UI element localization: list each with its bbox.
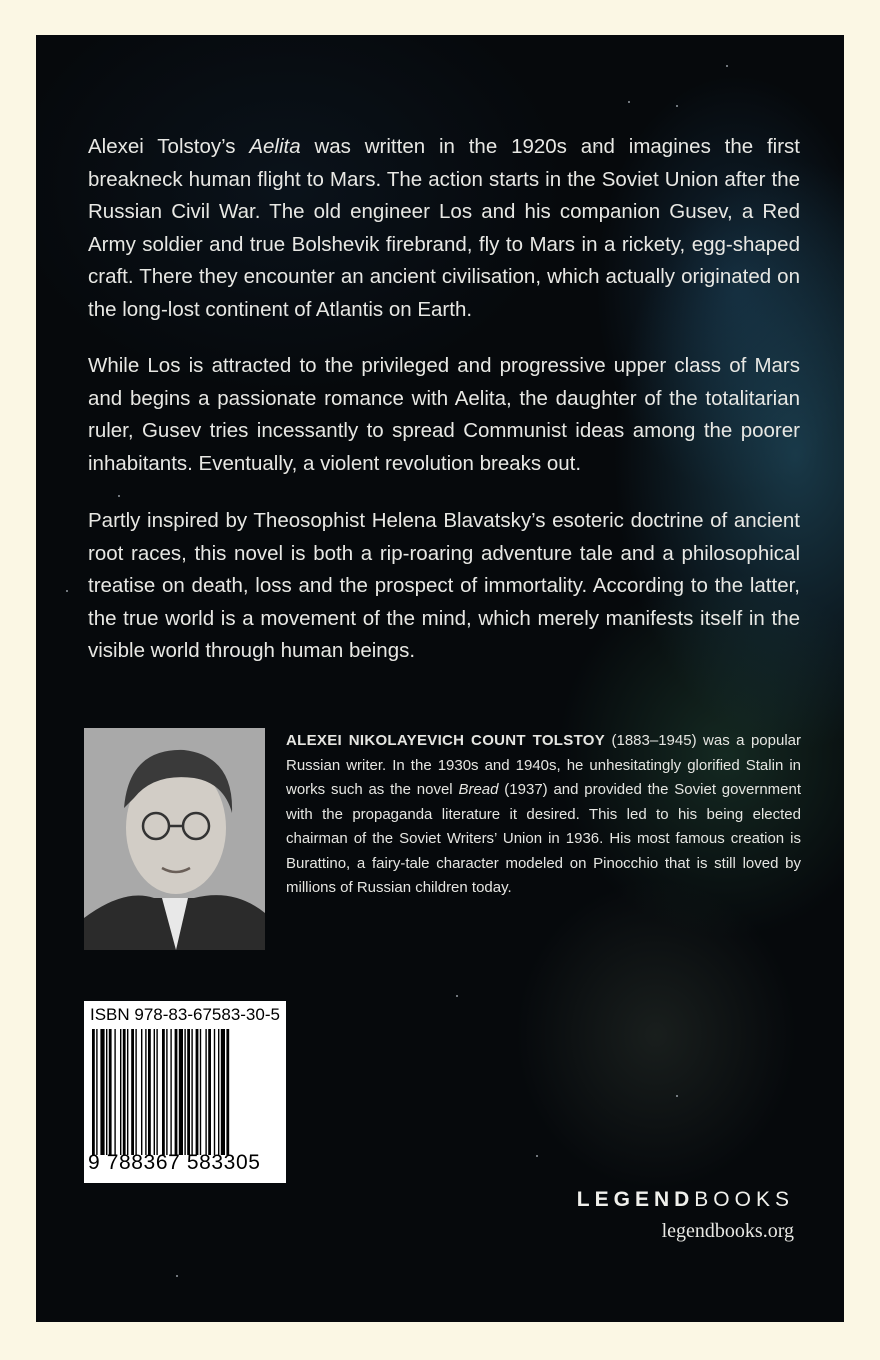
bio-text: (1937) and provided the Soviet government with the propaganda literature it desired. This led to his being elected chairman of the Soviet Writers’ Union in 1936. His most famous creation is Burattino, a fairy-tale character modeled on Pinocchio that is still loved by millions of Russian children today.	[286, 781, 802, 896]
author-portrait	[84, 728, 265, 950]
barcode-digits: 9 788367 583305	[88, 1151, 261, 1174]
blurb-paragraph-2: While Los is attracted to the privileged and progressive upper class of Mars and begins a passionate romance with Aelita, the daughter of the totalitarian ruler, Gusev tries incessantly to spread Communist ideas among the poorer inhabitants. Eventually, a violent revolution breaks out.	[88, 354, 800, 475]
star	[726, 65, 728, 67]
author-bio	[286, 729, 801, 901]
barcode-bars	[90, 1029, 280, 1155]
publisher-logo-bold: LEGEND	[576, 1188, 695, 1211]
star	[536, 1155, 538, 1157]
publisher-logo	[577, 1188, 794, 1212]
star	[118, 495, 120, 497]
bio-text: (1883–1945) was a popular Russian writer. In the 1930s and 1940s, he unhesitatingly glorified Stalin in works such as the novel	[286, 732, 802, 798]
star	[66, 590, 68, 592]
blurb-text: was written in the 1920s and imagines the first breakneck human flight to Mars. The action starts in the Soviet Union after the Russian Civil War. The old engineer Los and his companion Gusev, a Red Army soldier and true Bolshevik firebrand, fly to Mars in a rickety, egg-shaped craft. There they encounter an ancient civilisation, which actually originated on the long-lost continent of Atlantis on Earth.	[88, 135, 800, 321]
blurb-text: Alexei Tolstoy’s	[88, 135, 250, 158]
star	[176, 1275, 178, 1277]
work-title: Bread	[458, 781, 499, 798]
star	[628, 101, 630, 103]
star	[676, 1095, 678, 1097]
isbn-label: ISBN 978-83-67583-30-5	[90, 1005, 280, 1024]
blurb-paragraph-1	[88, 131, 800, 326]
star	[676, 105, 678, 107]
star	[456, 995, 458, 997]
book-title: Aelita	[249, 135, 301, 158]
isbn-barcode	[84, 1001, 286, 1183]
blurb-paragraph-3: Partly inspired by Theosophist Helena Blavatsky’s esoteric doctrine of ancient root races, this novel is both a rip-roaring adventure tale and a philosophical treatise on death, loss and the prospect of immortality. According to the latter, the true world is a movement of the mind, which merely manifests itself in the visible world through human beings.	[88, 509, 800, 662]
publisher-logo-light: BOOKS	[694, 1188, 794, 1211]
publisher-website: legendbooks.org	[661, 1220, 794, 1242]
author-name: ALEXEI NIKOLAYEVICH COUNT TOLSTOY	[286, 732, 606, 749]
back-cover	[36, 35, 844, 1322]
